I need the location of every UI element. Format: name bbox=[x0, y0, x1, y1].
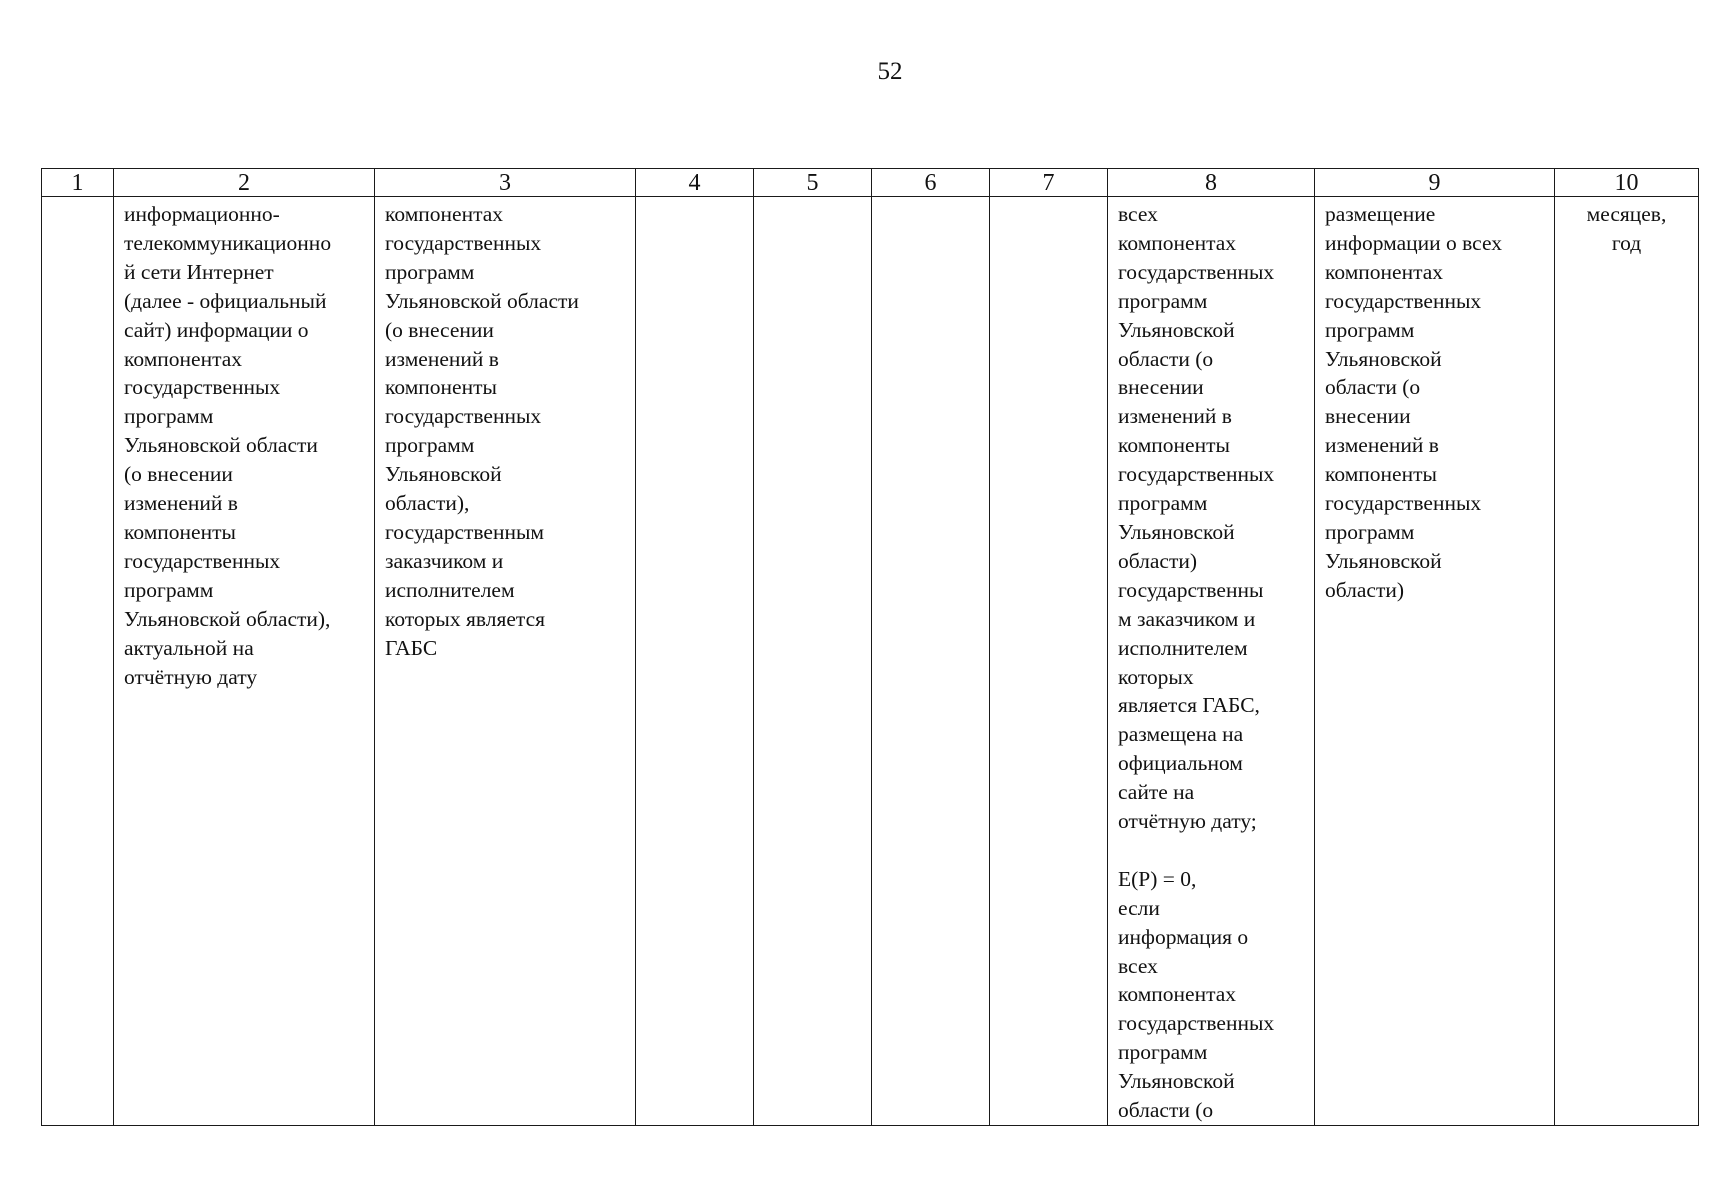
cell-line: информация о bbox=[1118, 924, 1249, 949]
cell-line: E(P) = 0, bbox=[1118, 866, 1197, 891]
cell-col-8 bbox=[1108, 197, 1315, 1126]
cell-line: (о внесении bbox=[124, 462, 233, 487]
cell-line: программ bbox=[1118, 1040, 1208, 1065]
header-col-5: 5 bbox=[754, 169, 872, 197]
cell-line: информации о всех bbox=[1325, 230, 1502, 255]
cell-line: Ульяновской bbox=[1118, 1069, 1235, 1094]
cell-line: государственных bbox=[385, 404, 542, 429]
cell-line: телекоммуникационно bbox=[124, 230, 332, 255]
cell-line: области (о bbox=[1118, 346, 1214, 371]
cell-col-7 bbox=[990, 197, 1108, 1126]
cell-col-4 bbox=[636, 197, 754, 1126]
table-row bbox=[42, 197, 1699, 1126]
cell-line: внесении bbox=[1325, 404, 1411, 429]
header-col-2: 2 bbox=[114, 169, 375, 197]
cell-col-6 bbox=[872, 197, 990, 1126]
cell-line: государственных bbox=[1325, 491, 1482, 516]
cell-line: ГАБС bbox=[385, 635, 438, 660]
col8-paragraph-2 bbox=[1108, 865, 1314, 1125]
cell-line: области (о bbox=[1325, 375, 1421, 400]
cell-line: компонентах bbox=[1118, 230, 1237, 255]
cell-line: внесении bbox=[1118, 375, 1204, 400]
header-col-10: 10 bbox=[1555, 169, 1699, 197]
cell-line: изменений в bbox=[1325, 433, 1439, 458]
cell-line: год bbox=[1611, 230, 1642, 255]
header-col-7: 7 bbox=[990, 169, 1108, 197]
cell-line: размещена на bbox=[1118, 722, 1244, 747]
cell-line: исполнителем bbox=[385, 577, 515, 602]
cell-line: программ bbox=[1118, 491, 1208, 516]
cell-line: (о внесении bbox=[385, 317, 494, 342]
cell-line: государственных bbox=[385, 230, 542, 255]
cell-line: Ульяновской области), bbox=[124, 606, 331, 631]
cell-line: Ульяновской области bbox=[385, 288, 579, 313]
cell-line: сайт) информации о bbox=[124, 317, 309, 342]
header-col-8: 8 bbox=[1108, 169, 1315, 197]
cell-line: программ bbox=[1325, 317, 1415, 342]
page-number: 52 bbox=[877, 58, 903, 85]
cell-line: области) bbox=[1118, 548, 1198, 573]
cell-col-10 bbox=[1555, 197, 1699, 1126]
cell-col-5 bbox=[754, 197, 872, 1126]
header-col-9: 9 bbox=[1315, 169, 1555, 197]
cell-line: компонентах bbox=[1118, 982, 1237, 1007]
cell-col-2 bbox=[114, 197, 375, 1126]
document-table bbox=[41, 168, 1699, 1126]
cell-line: изменений в bbox=[385, 346, 499, 371]
cell-line: компоненты bbox=[385, 375, 497, 400]
cell-line: программ bbox=[1325, 519, 1415, 544]
cell-line: государственных bbox=[1118, 1011, 1275, 1036]
cell-line: отчётную дату bbox=[124, 664, 258, 689]
cell-col-9 bbox=[1315, 197, 1555, 1126]
cell-line: компоненты bbox=[1118, 433, 1230, 458]
header-col-6: 6 bbox=[872, 169, 990, 197]
cell-line: которых bbox=[1118, 664, 1194, 689]
cell-line: информационно- bbox=[124, 202, 280, 226]
cell-line: исполнителем bbox=[1118, 635, 1248, 660]
cell-line: области (о bbox=[1118, 1098, 1214, 1123]
cell-line: изменений в bbox=[1118, 404, 1232, 429]
cell-line: компонентах bbox=[124, 346, 243, 371]
cell-line: официальном bbox=[1118, 751, 1243, 776]
cell-line: государственных bbox=[124, 548, 281, 573]
cell-line: государственных bbox=[1118, 259, 1275, 284]
cell-line: месяцев, bbox=[1586, 202, 1667, 226]
cell-line: компоненты bbox=[124, 519, 236, 544]
cell-line: которых является bbox=[385, 606, 546, 631]
col8-paragraph-1 bbox=[1108, 197, 1314, 836]
cell-line: актуальной на bbox=[124, 635, 254, 660]
header-col-3: 3 bbox=[375, 169, 636, 197]
cell-line: (далее - официальный bbox=[124, 288, 327, 313]
cell-line: Ульяновской bbox=[1118, 519, 1235, 544]
cell-line: заказчиком и bbox=[385, 548, 504, 573]
cell-line: если bbox=[1118, 895, 1160, 920]
cell-line: Ульяновской bbox=[1118, 317, 1235, 342]
cell-line: области), bbox=[385, 491, 470, 516]
cell-line: сайте на bbox=[1118, 780, 1195, 805]
cell-line: Ульяновской bbox=[1325, 548, 1442, 573]
cell-line: компонентах bbox=[385, 202, 504, 226]
cell-line: программ bbox=[385, 259, 475, 284]
cell-line: программ bbox=[1118, 288, 1208, 313]
cell-col-1 bbox=[42, 197, 114, 1126]
cell-line: программ bbox=[124, 577, 214, 602]
cell-line: всех bbox=[1118, 953, 1158, 978]
cell-line: отчётную дату; bbox=[1118, 809, 1257, 834]
header-col-1: 1 bbox=[42, 169, 114, 197]
cell-line: м заказчиком и bbox=[1118, 606, 1256, 631]
cell-line: государственны bbox=[1118, 577, 1264, 602]
cell-line: области) bbox=[1325, 577, 1405, 602]
cell-col-3 bbox=[375, 197, 636, 1126]
cell-line: государственным bbox=[385, 519, 545, 544]
cell-line: Ульяновской bbox=[1325, 346, 1442, 371]
header-row bbox=[42, 169, 1699, 197]
cell-line: изменений в bbox=[124, 491, 238, 516]
cell-line: является ГАБС, bbox=[1118, 693, 1260, 718]
cell-line: государственных bbox=[1325, 288, 1482, 313]
cell-line: Ульяновской bbox=[385, 462, 502, 487]
cell-line: компоненты bbox=[1325, 462, 1437, 487]
cell-line: компонентах bbox=[1325, 259, 1444, 284]
cell-line: Ульяновской области bbox=[124, 433, 318, 458]
cell-line: всех bbox=[1118, 202, 1158, 226]
cell-line: размещение bbox=[1325, 202, 1436, 226]
cell-line: программ bbox=[385, 433, 475, 458]
header-col-4: 4 bbox=[636, 169, 754, 197]
cell-line: государственных bbox=[124, 375, 281, 400]
cell-line: программ bbox=[124, 404, 214, 429]
cell-line: й сети Интернет bbox=[124, 259, 274, 284]
cell-line: государственных bbox=[1118, 462, 1275, 487]
